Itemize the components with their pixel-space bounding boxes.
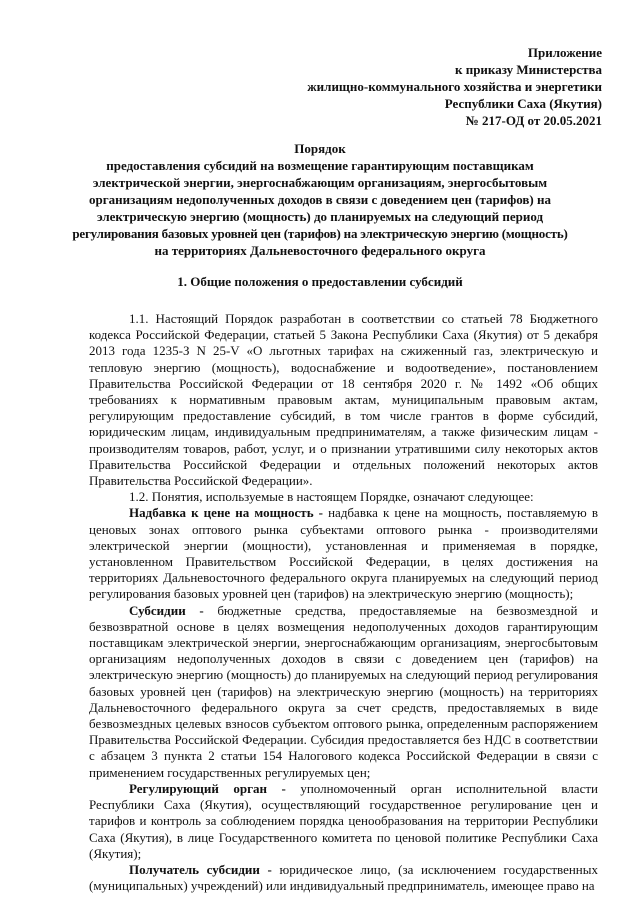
title-heading: Порядок	[294, 141, 346, 156]
appendix-line: Республики Саха (Якутия)	[444, 96, 602, 111]
definition-text: юридическое лицо, (за исключением государственных (муниципальных) учреждений) или индивидуальный предприниматель, имеющее право на	[89, 861, 598, 894]
appendix-line: Приложение	[527, 45, 602, 60]
appendix-header	[307, 44, 602, 129]
title-line: электрической энергии, энергоснабжающим организациям, энергосбытовым	[92, 175, 548, 190]
definition-term: Надбавка к цене на мощность -	[129, 505, 323, 521]
title-line: на территориях Дальневосточного федерального округа	[154, 243, 486, 258]
document-title	[70, 140, 570, 259]
definition-text: уполномоченный орган исполнительной власти Республики Саха (Якутия), осуществляющий государственное регулирование цен и тарифов и контроль за соблюдением порядка ценообразования на территории Республики Саха (Якутия), в лице Государственного комитета по ценовой политике Республики Саха (Якутия);	[89, 780, 598, 861]
paragraph-1-2: 1.2. Понятия, используемые в настоящем Порядке, означают следующее:	[129, 489, 534, 505]
appendix-line: жилищно-коммунального хозяйства и энергетики	[307, 79, 602, 94]
section-heading: 1. Общие положения о предоставлении субсидий	[177, 274, 463, 289]
definition-text: надбавка к цене на мощность, поставляемую в ценовых зонах оптового рынка субъектами оптового рынка - производителями электрической энергии (мощности), установленная и применяемая в порядке, установленном Правительством Российской Федерации, в целях достижения на территориях Дальневосточного федерального округа планируемых на следующий период регулирования базовых уровней цен (тарифов) на электрическую энергию (мощность);	[89, 505, 599, 602]
paragraph-1-1: 1.1. Настоящий Порядок разработан в соответствии со статьей 78 Бюджетного кодекса Российской Федерации, статьей 5 Закона Республики Саха (Якутия) от 5 декабря 2013 года 1235-З N 25-V «О льготных тарифах на сжиженный газ, электрическую и тепловую энергию (мощность), водоснабжение и водоотведение», постановлением Правительства Российской Федерации от 18 сентября 2020 г. № 1492 «Об общих требованиях к нормативным правовым актам, муниципальным правовым актам, регулирующим предоставление субсидий, в том числе грантов в форме субсидий, юридическим лицам, индивидуальным предпринимателям, а также физическим лицам - производителям товаров, работ, услуг, и о признании утратившими силу некоторых актов Правительства Российской Федерации и отдельных положений некоторых актов Правительства Российской Федерации».	[89, 311, 598, 489]
definition-term: Субсидии -	[129, 602, 204, 618]
title-line: предоставления субсидий на возмещение гарантирующим поставщикам	[106, 158, 534, 173]
definition-paragraph	[89, 505, 598, 602]
title-line: регулирования базовых уровней цен (тарифов) на электрическую энергию (мощность)	[72, 226, 568, 241]
definition-paragraph	[89, 862, 598, 894]
definition-text: бюджетные средства, предоставляемые на безвозмездной и безвозвратной основе в целях возмещения недополученных доходов гарантирующим поставщикам электрической энергии, энергоснабжающим организациям, энергосбытовым организациям недополученных доходов в связи с доведением цен (тарифов) на электрическую энергию (мощность) до планируемых на следующий период регулирования базовых уровней цен (тарифов) на электрическую энергию (мощность) на территориях Дальневосточного федерального округа за счет средств, предоставляемых в виде безвозмездных целевых взносов субъектом оптового рынка, определенным распоряжением Правительства Российской Федерации. Субсидия предоставляется без НДС в соответствии с абзацем 3 пункта 2 статьи 154 Налогового кодекса Российской Федерации в связи с применением государственных регулируемых цен;	[89, 602, 598, 780]
definition-paragraph	[89, 603, 598, 781]
document-body	[89, 311, 598, 894]
definition-paragraph	[89, 781, 598, 862]
definition-term: Регулирующий орган -	[129, 780, 286, 796]
appendix-order-number: № 217-ОД от 20.05.2021	[465, 113, 602, 128]
appendix-line: к приказу Министерства	[454, 62, 602, 77]
title-line: организациям недополученных доходов в связи с доведением цен (тарифов) на	[89, 192, 551, 207]
title-line: электрическую энергию (мощность) до планируемых на следующий период	[96, 209, 544, 224]
definition-term: Получатель субсидии -	[129, 861, 272, 877]
